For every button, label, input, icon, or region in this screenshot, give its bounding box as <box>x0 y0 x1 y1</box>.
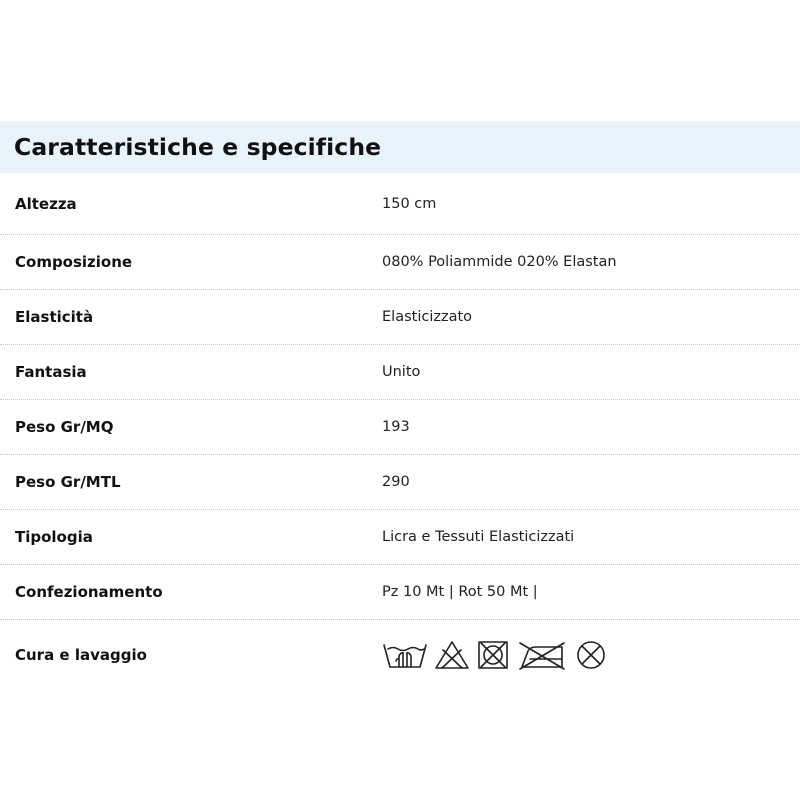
spec-label: Tipologia <box>15 528 93 546</box>
do-not-tumble-dry-icon <box>476 639 510 671</box>
spec-row-tipologia <box>0 510 800 565</box>
spec-row-elasticita <box>0 290 800 345</box>
spec-row-fantasia <box>0 345 800 400</box>
spec-label: Composizione <box>15 253 133 271</box>
spec-label: Altezza <box>15 194 77 213</box>
hand-wash-icon <box>382 639 428 671</box>
spec-row-peso-gr-mq <box>0 400 800 455</box>
spec-value: Elasticizzato <box>382 309 473 325</box>
spec-value: Pz 10 Mt | Rot 50 Mt | <box>382 584 538 600</box>
spec-row-cura-e-lavaggio <box>0 620 800 690</box>
do-not-iron-icon <box>516 639 568 671</box>
spec-value: Licra e Tessuti Elasticizzati <box>382 529 575 545</box>
spec-row-peso-gr-mtl <box>0 455 800 510</box>
spec-label: Elasticità <box>15 308 94 326</box>
specifications-panel <box>0 121 800 690</box>
spec-row-altezza <box>0 173 800 235</box>
do-not-dry-clean-icon <box>574 639 608 671</box>
spec-label: Cura e lavaggio <box>15 646 147 664</box>
spec-row-composizione <box>0 235 800 290</box>
spec-value: 150 cm <box>382 195 437 212</box>
care-icons <box>382 639 608 671</box>
do-not-bleach-icon <box>434 639 470 671</box>
specifications-title: Caratteristiche e specifiche <box>14 133 382 161</box>
spec-row-confezionamento <box>0 565 800 620</box>
spec-value: Unito <box>382 364 421 380</box>
spec-value: 193 <box>382 419 410 435</box>
spec-label: Fantasia <box>15 363 87 381</box>
spec-value: 290 <box>382 474 410 490</box>
specifications-header <box>0 121 800 173</box>
spec-label: Peso Gr/MTL <box>15 473 121 491</box>
spec-label: Confezionamento <box>15 583 163 601</box>
spec-label: Peso Gr/MQ <box>15 418 114 436</box>
spec-value: 080% Poliammide 020% Elastan <box>382 254 617 270</box>
